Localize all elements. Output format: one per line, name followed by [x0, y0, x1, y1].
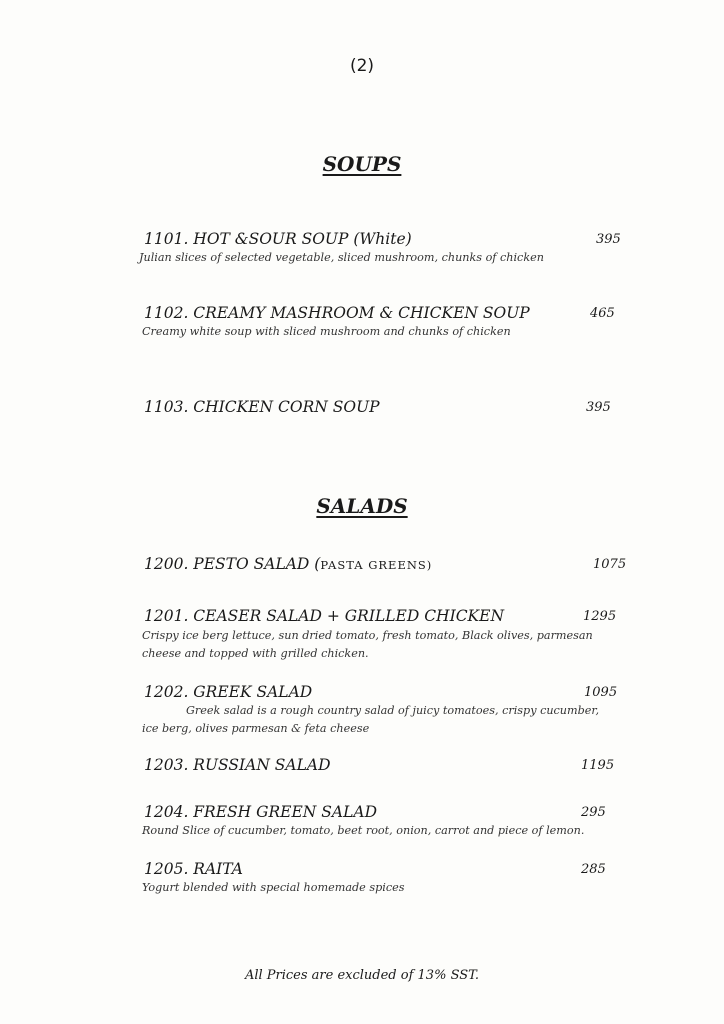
item-price: 1075 [593, 557, 627, 572]
item-description: Creamy white soup with sliced mushroom and chunks of chicken [142, 325, 511, 338]
footer-note: All Prices are excluded of 13% SST. [244, 968, 480, 983]
item-price: 285 [581, 862, 606, 877]
item-name [144, 555, 432, 573]
item-description-line: cheese and topped with grilled chicken. [142, 647, 369, 660]
page-number: (2) [349, 56, 375, 76]
item-price: 395 [586, 400, 611, 415]
item-price: 395 [596, 232, 621, 247]
item-name: 1103. CHICKEN CORN SOUP [144, 398, 380, 416]
item-name: 1102. CREAMY MASHROOM & CHICKEN SOUP [144, 304, 530, 322]
item-name-sub: PASTA GREENS) [320, 558, 433, 572]
section-title-salads: SALADS [316, 494, 408, 518]
item-name: 1204. FRESH GREEN SALAD [144, 803, 377, 821]
item-description: Round Slice of cucumber, tomato, beet root, onion, carrot and piece of lemon. [142, 824, 585, 837]
item-name-main: 1200. PESTO SALAD ( [144, 555, 321, 573]
item-description [142, 702, 632, 738]
item-price: 295 [581, 805, 606, 820]
item-price: 465 [590, 306, 615, 321]
item-name: 1203. RUSSIAN SALAD [144, 756, 331, 774]
item-name: 1202. GREEK SALAD [144, 683, 313, 701]
section-title-soups: SOUPS [322, 152, 402, 176]
item-price: 1295 [583, 609, 617, 624]
item-description [142, 627, 632, 663]
item-name: 1201. CEASER SALAD + GRILLED CHICKEN [144, 607, 505, 625]
item-name: 1205. RAITA [144, 860, 243, 878]
item-price: 1195 [581, 758, 615, 773]
item-description-line: ice berg, olives parmesan & feta cheese [142, 722, 370, 735]
item-description: Yogurt blended with special homemade spices [142, 881, 405, 894]
item-price: 1095 [584, 685, 618, 700]
item-description: Julian slices of selected vegetable, sliced mushroom, chunks of chicken [139, 251, 544, 264]
item-name: 1101. HOT &SOUR SOUP (White) [144, 230, 412, 248]
item-description-line: Crispy ice berg lettuce, sun dried tomato, fresh tomato, Black olives, parmesan [142, 629, 593, 642]
item-description-line: Greek salad is a rough country salad of juicy tomatoes, crispy cucumber, [186, 704, 600, 717]
